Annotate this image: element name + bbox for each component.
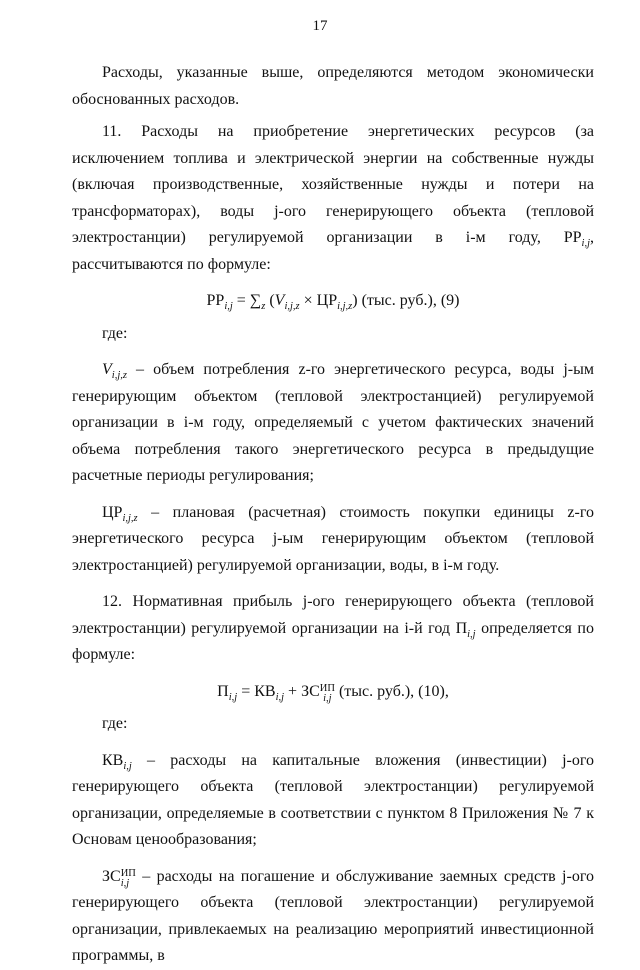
symbol-rr: РР <box>563 229 582 246</box>
definition-cr-text: – плановая (расчетная) стоимость покупки единицы z-го энергетического ресурса j-ым генерирующим объектом (тепловой электростанцией) регулируемой организации, воды, в i-м году. <box>72 503 594 574</box>
formula-9-v: V <box>274 292 285 309</box>
formula-10-kv-sub: i,j <box>275 691 285 703</box>
definition-zs-text: – расходы на погашение и обслуживание заемных средств j-ого генерирующего объекта (тепловой электростанции) регулируемой организации, привлекаемых на реализацию мероприятий инвестиционной программы, в <box>72 867 594 964</box>
paragraph-item-11 <box>72 119 594 278</box>
formula-9-sum-sub: z <box>261 301 266 312</box>
paragraph-item-12-tail: определяется по формуле: <box>72 619 594 663</box>
formula-10-zs-sup: ИП <box>319 682 335 694</box>
definition-zs-symbol: ЗС <box>102 867 121 885</box>
formula-9-times: × ЦР <box>299 292 338 309</box>
paragraph-item-12-text: 12. Нормативная прибыль j-ого генерирующего объекта (тепловой электростанции) регулируемой организации на i-й год <box>72 593 594 637</box>
formula-9-lhs-sub: i,j <box>224 301 233 312</box>
symbol-p-subscript: i,j <box>467 628 476 640</box>
definition-kv-text: – расходы на капитальные вложения (инвестиции) j-ого генерирующего объекта (тепловой электростанции) регулируемой организации, определяемые в соответствии с пунктом 8 Приложения № 7 к Основам ценообразования; <box>72 751 594 848</box>
formula-10-tail: (тыс. руб.), (10), <box>334 682 449 700</box>
formula-9-open: ( <box>265 292 275 309</box>
paragraph-item-12 <box>72 589 594 669</box>
definition-v-subscript: i,j,z <box>111 370 127 381</box>
symbol-rr-subscript: i,j <box>581 238 591 249</box>
page-number: 17 <box>312 18 328 34</box>
definition-kv-subscript: i,j <box>123 760 132 772</box>
formula-10-plus: + ЗС <box>284 682 320 700</box>
definition-zs-sup: ИП <box>120 867 136 879</box>
formula-9-lhs: РР <box>206 292 225 309</box>
paragraph-item-11-text: 11. Расходы на приобретение энергетических ресурсов (за исключением топлива и электрической энергии на собственные нужды (включая производственные, хозяйственные нужды и потери на трансформаторах), воды j-ого генерирующего объекта (тепловой электростанции) регулируемой организации в i-м году, <box>72 123 594 246</box>
formula-10-eq: = КВ <box>237 682 276 700</box>
definition-zs <box>72 864 594 970</box>
paragraph-item-11-tail: , рассчитываются по формуле: <box>72 229 595 273</box>
symbol-p: П <box>455 619 468 637</box>
formula-9-eq: = ∑ <box>232 292 262 309</box>
formula-9-cr-sub: i,j,z <box>337 301 353 312</box>
definition-cr-symbol: ЦР <box>102 503 123 521</box>
formula-10-lhs-sub: i,j <box>228 691 238 703</box>
formula-9-v-sub: i,j,z <box>284 301 300 312</box>
document-body <box>72 60 594 970</box>
definition-zs-indices <box>121 869 136 889</box>
formula-10-zs-sub: i,j <box>323 692 332 704</box>
formula-10-zs-indices <box>320 684 335 704</box>
paragraph-expenses-method: Расходы, указанные выше, определяются методом экономически обоснованных расходов. <box>72 64 594 108</box>
formula-10 <box>72 679 594 706</box>
definition-kv <box>72 748 594 854</box>
formula-9-tail: ) (тыс. руб.), (9) <box>352 292 460 309</box>
where-label-1: где: <box>102 324 128 342</box>
definition-cr-subscript: i,j,z <box>122 512 138 524</box>
definition-cr <box>72 500 594 580</box>
where-label-2: где: <box>102 715 128 732</box>
formula-9 <box>72 288 594 315</box>
definition-zs-sub: i,j <box>120 877 130 889</box>
definition-v-symbol: V <box>102 361 112 378</box>
definition-v-text: – объем потребления z-го энергетического ресурса, воды j-ым генерирующим объектом (тепловой электростанцией) регулируемой организации в i-м году, определяемый с учетом фактических значений объема потребления такого энергетического ресурса в предыдущие расчетные периоды регулирования; <box>72 361 594 484</box>
formula-10-lhs: П <box>217 682 229 700</box>
definition-kv-symbol: КВ <box>102 751 124 769</box>
definition-v <box>72 357 594 490</box>
